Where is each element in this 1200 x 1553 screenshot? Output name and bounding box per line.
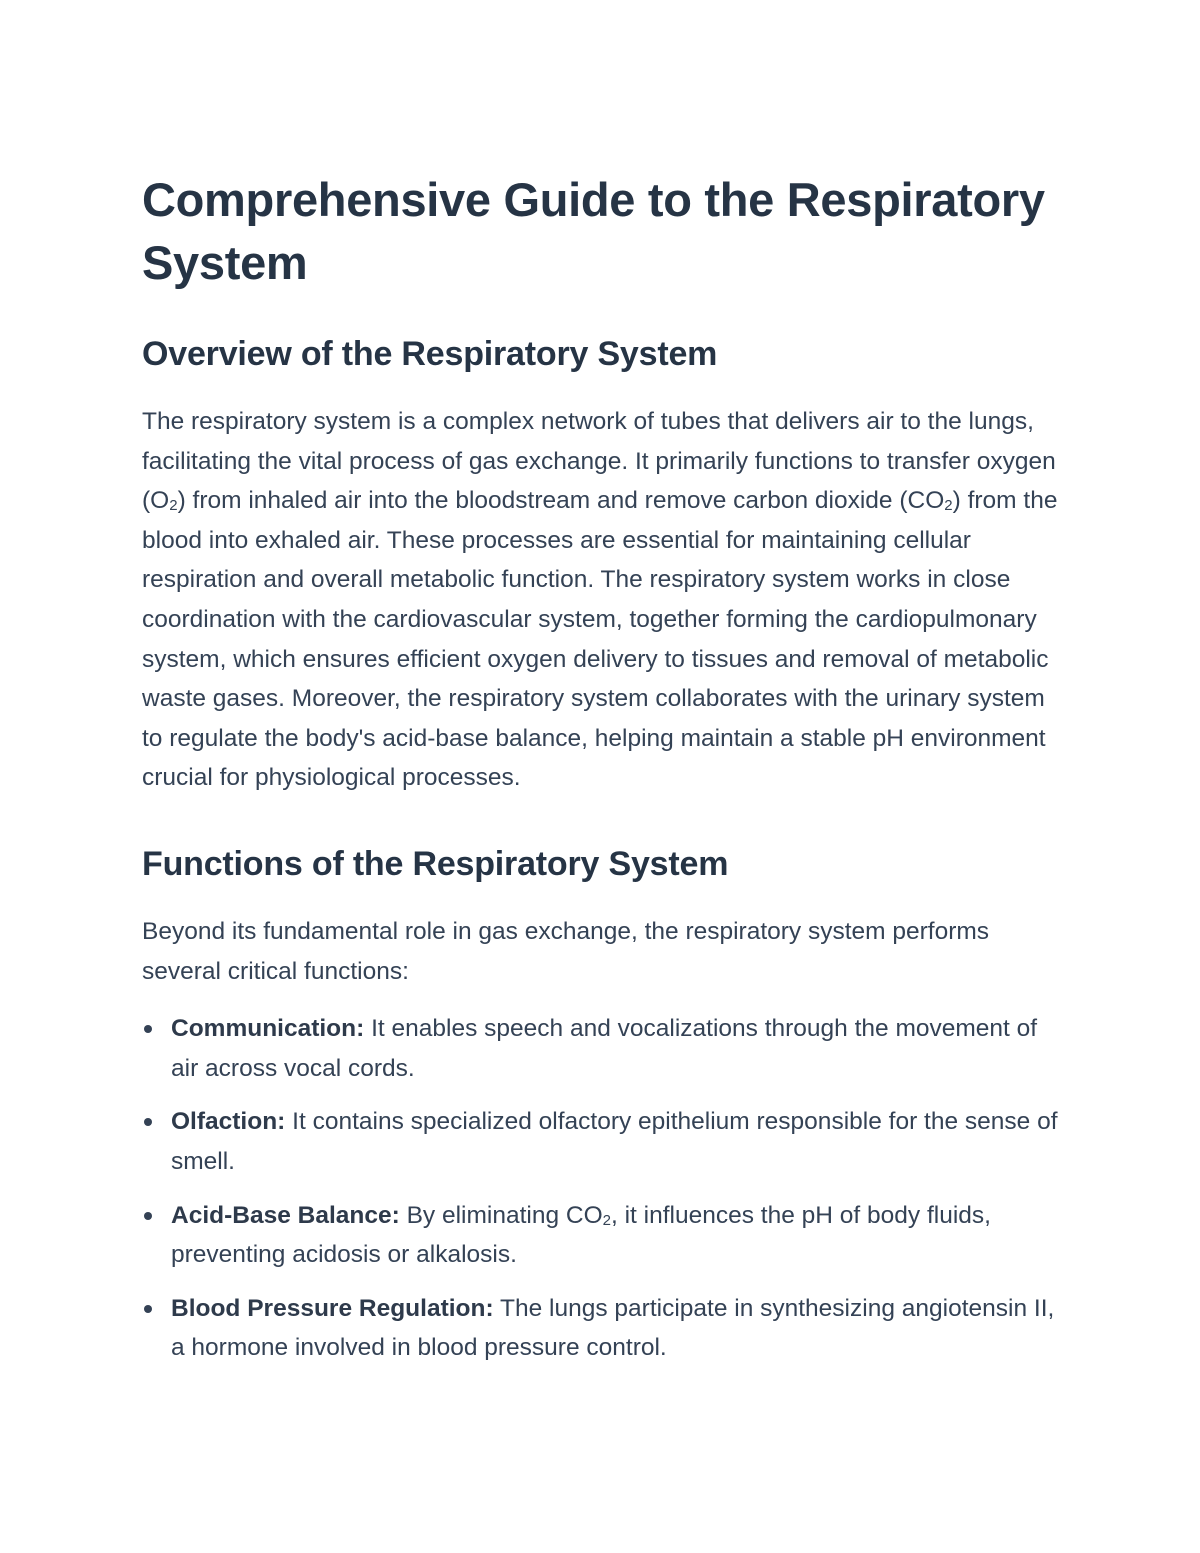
list-item-term: Acid-Base Balance: (171, 1201, 400, 1229)
bullet-icon (144, 1305, 152, 1313)
list-item-term: Blood Pressure Regulation: (171, 1294, 494, 1322)
list-item-term: Communication: (171, 1015, 365, 1043)
list-item-olfaction (142, 1102, 1067, 1181)
overview-paragraph (142, 402, 1067, 798)
list-item-text: It enables speech and vocalizations through the movement of air across vocal cords. (171, 1015, 1038, 1082)
list-item-acid-base-balance (142, 1196, 1067, 1275)
overview-text-part-2: ) from inhaled air into the bloodstream and remove carbon dioxide (CO (177, 487, 945, 515)
overview-text-part-3: ) from the blood into exhaled air. These processes are essential for maintaining cellular respiration and overall metabolic function. The respiratory system works in close coordination with the cardiovascular system, together forming the cardiopulmonary system, which ensures efficient oxygen delivery to tissues and removal of metabolic waste gases. Moreover, the respiratory system collaborates with the urinary system to regulate the body's acid-base balance, helping maintain a stable pH environment crucial for physiological processes. (142, 487, 1058, 792)
list-item-text: , it influences the pH of body fluids, preventing acidosis or alkalosis. (171, 1201, 991, 1269)
overview-text-part-1: The respiratory system is a complex network of tubes that delivers air to the lungs, facilitating the vital process of gas exchange. It primarily functions to transfer oxygen (O (142, 408, 1056, 515)
bullet-icon (144, 1118, 152, 1126)
document-page (142, 168, 1067, 1382)
list-item-text: It contains specialized olfactory epithelium responsible for the sense of smell. (171, 1108, 1058, 1175)
section-heading-functions: Functions of the Respiratory System (142, 844, 729, 883)
bullet-icon (144, 1025, 152, 1033)
document-title: Comprehensive Guide to the Respiratory System (142, 173, 1045, 289)
functions-list (142, 1009, 1067, 1368)
bullet-icon (144, 1212, 152, 1220)
section-heading-overview: Overview of the Respiratory System (142, 335, 718, 373)
list-item-text: The lungs participate in synthesizing angiotensin II, a hormone involved in blood pressure control. (171, 1294, 1055, 1362)
list-item-text-prefix: By eliminating CO (399, 1201, 603, 1229)
oxygen-subscript: 2 (169, 497, 178, 515)
functions-intro: Beyond its fundamental role in gas exchange, the respiratory system performs several critical functions: (142, 917, 990, 985)
carbon-dioxide-subscript: 2 (944, 497, 953, 515)
list-item-blood-pressure-regulation (142, 1289, 1067, 1368)
carbon-dioxide-subscript: 2 (602, 1211, 611, 1229)
list-item-communication (142, 1009, 1067, 1088)
list-item-term: Olfaction: (171, 1108, 286, 1136)
